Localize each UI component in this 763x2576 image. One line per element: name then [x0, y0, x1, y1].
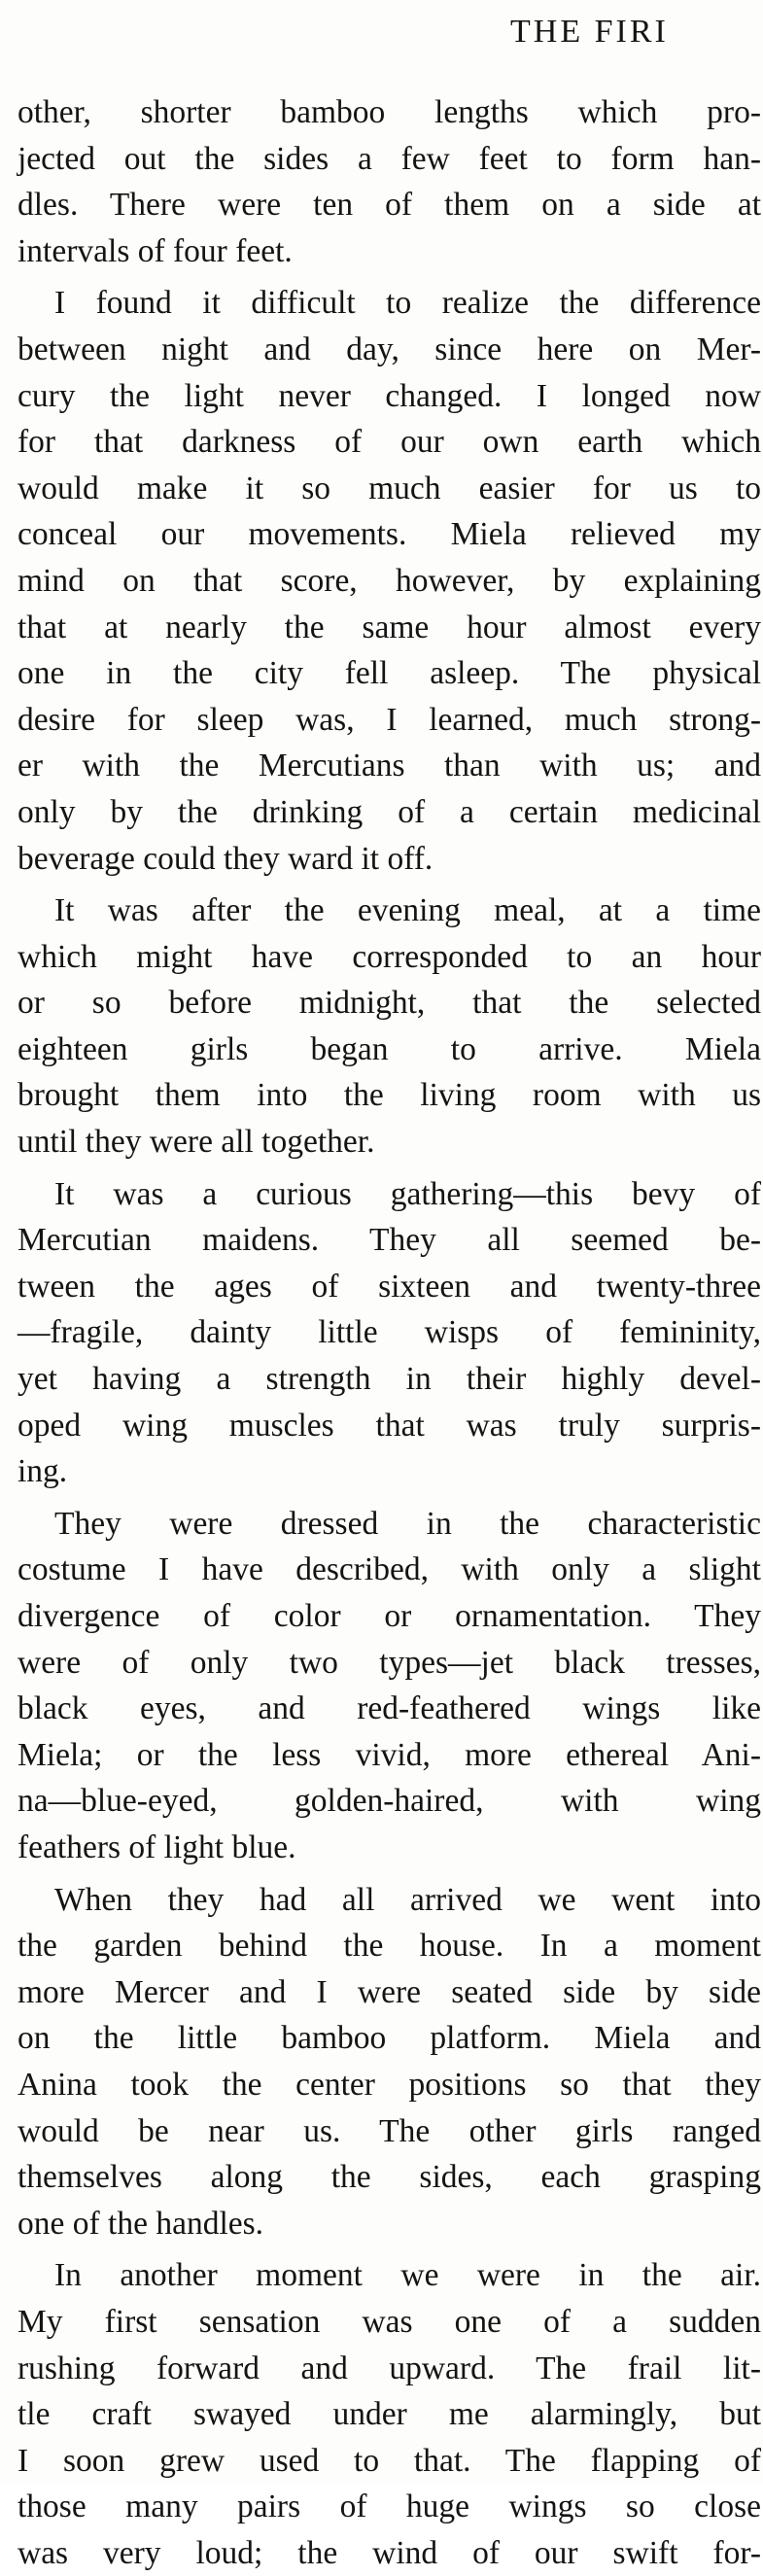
text-line: were of only two types—jet black tresses,: [17, 1644, 761, 1681]
text-line: conceal our movements. Miela relieved my: [17, 516, 761, 553]
text-line: eighteen girls began to arrive. Miela: [17, 1030, 761, 1067]
text-line: Anina took the center positions so that they: [17, 2066, 761, 2103]
text-line: one of the handles.: [17, 2205, 264, 2242]
text-line: black eyes, and red-feathered wings like: [17, 1690, 761, 1727]
paragraph: [17, 888, 761, 1166]
paragraph: [17, 89, 761, 274]
text-line: feathers of light blue.: [17, 1828, 296, 1865]
text-line: brought them into the living room with us: [17, 1077, 761, 1114]
text-line: or so before midnight, that the selected: [17, 985, 761, 1022]
text-line: other, shorter bamboo lengths which pro-: [17, 94, 761, 130]
text-line: mind on that score, however, by explaining: [17, 562, 761, 599]
text-line: on the little bamboo platform. Miela and: [17, 2020, 761, 2057]
paragraph: [17, 2252, 761, 2576]
text-line: costume I have described, with only a slight: [17, 1551, 761, 1588]
text-line: rushing forward and upward. The frail lit-: [17, 2350, 761, 2386]
text-line: cury the light never changed. I longed now: [17, 377, 761, 414]
text-line: er with the Mercutians than with us; and: [17, 748, 761, 784]
text-line: was very loud; the wind of our swift for-: [17, 2534, 761, 2571]
text-line: divergence of color or ornamentation. They: [17, 1598, 761, 1634]
paragraph: [17, 1877, 761, 2247]
paragraph: [17, 280, 761, 882]
text-line: tween the ages of sixteen and twenty-three: [17, 1268, 761, 1305]
text-line: tle craft swayed under me alarmingly, but: [17, 2396, 761, 2433]
text-line: oped wing muscles that was truly surpris-: [17, 1407, 761, 1444]
text-line: Mercutian maidens. They all seemed be-: [17, 1222, 761, 1259]
text-line: ing.: [17, 1453, 68, 1490]
text-line: na—blue-eyed, golden-haired, with wing: [17, 1783, 761, 1820]
text-line: I soon grew used to that. The flapping of: [17, 2442, 761, 2479]
text-line: would be near us. The other girls ranged: [17, 2112, 761, 2149]
text-line: for that darkness of our own earth which: [17, 424, 761, 461]
text-line: those many pairs of huge wings so close: [17, 2489, 761, 2525]
text-line: the garden behind the house. In a moment: [17, 1928, 761, 1965]
text-line: themselves along the sides, each grasping: [17, 2159, 761, 2196]
text-line: It was after the evening meal, at a time: [54, 892, 761, 929]
text-line: would make it so much easier for us to: [17, 470, 761, 506]
text-line: My first sensation was one of a sudden: [17, 2303, 761, 2340]
text-line: until they were all together.: [17, 1124, 375, 1161]
running-head: THE FIRI: [510, 14, 669, 50]
text-line: They were dressed in the characteristic: [54, 1505, 761, 1542]
text-line: yet having a strength in their highly devel-: [17, 1361, 761, 1398]
text-line: one in the city fell asleep. The physical: [17, 655, 761, 692]
text-line: desire for sleep was, I learned, much strong-: [17, 701, 761, 738]
text-line: Miela; or the less vivid, more ethereal Ani-: [17, 1736, 761, 1773]
text-line: only by the drinking of a certain medicinal: [17, 793, 761, 830]
text-line: I found it difficult to realize the difference: [54, 285, 761, 322]
text-line: jected out the sides a few feet to form han-: [17, 140, 761, 177]
text-line: It was a curious gathering—this bevy of: [54, 1175, 761, 1212]
text-line: which might have corresponded to an hour: [17, 938, 761, 975]
paragraph: [17, 1501, 761, 1871]
paragraph: [17, 1171, 761, 1495]
text-line: When they had all arrived we went into: [54, 1881, 761, 1918]
text-line: that at nearly the same hour almost every: [17, 609, 761, 645]
text-line: between night and day, since here on Mer-: [17, 331, 761, 367]
text-line: more Mercer and I were seated side by side: [17, 1973, 761, 2010]
text-line: beverage could they ward it off.: [17, 840, 434, 877]
body-text: [17, 89, 761, 2576]
text-line: —fragile, dainty little wisps of femininity,: [17, 1314, 761, 1351]
text-line: intervals of four feet.: [17, 232, 293, 269]
text-line: In another moment we were in the air.: [54, 2257, 761, 2294]
text-line: dles. There were ten of them on a side at: [17, 187, 761, 224]
